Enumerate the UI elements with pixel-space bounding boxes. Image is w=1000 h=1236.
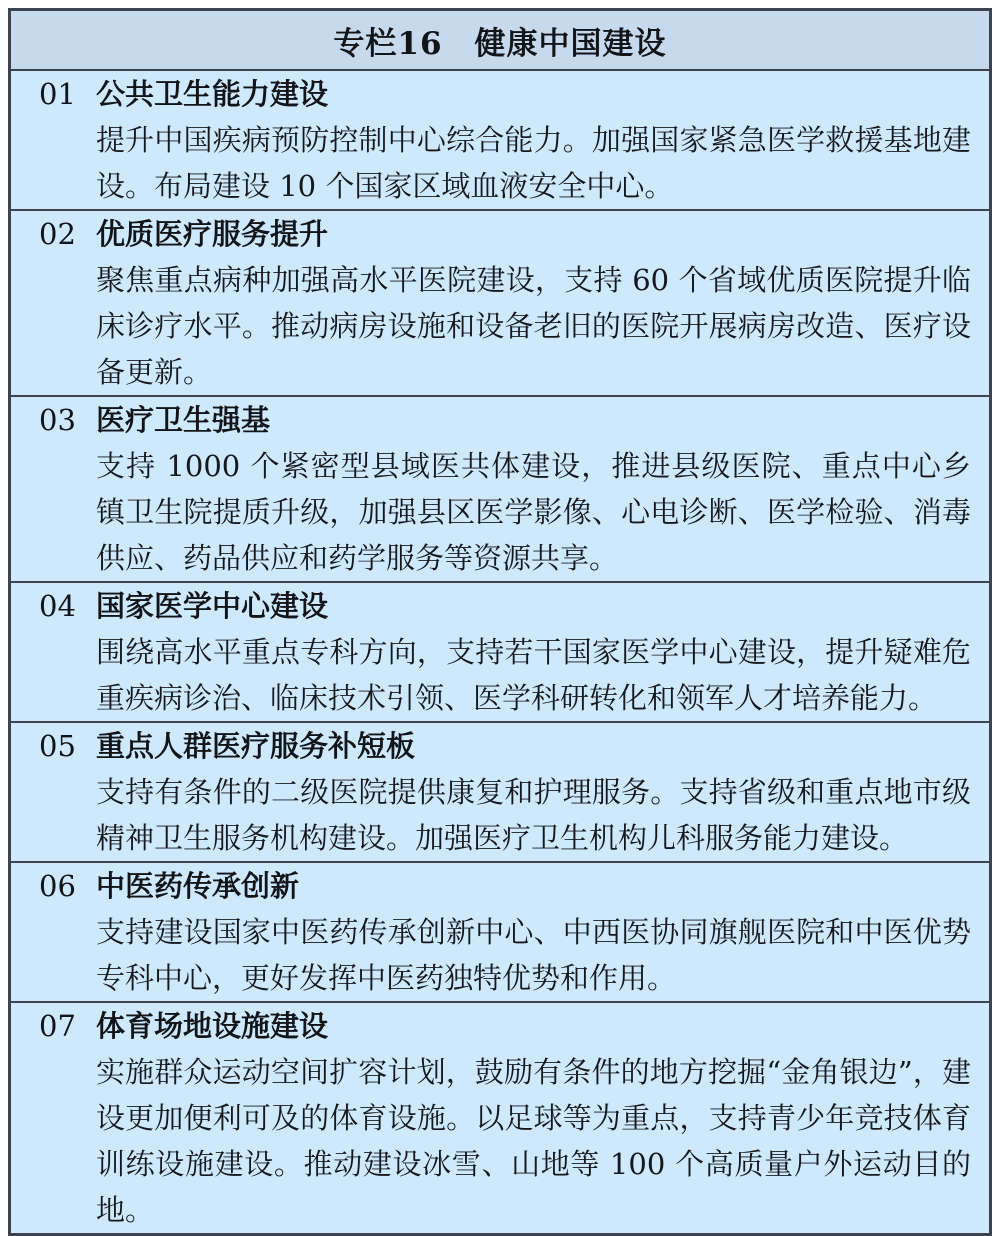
panel-title: 专栏16 健康中国建设 (333, 25, 667, 62)
section-number: 05 (39, 729, 76, 763)
section-body: 提升中国疾病预防控制中心综合能力。加强国家紧急医学救援基地建设。布局建设 10 个国家区域血液安全中心。 (96, 123, 971, 203)
section-number: 07 (39, 1009, 76, 1043)
section-body: 支持 1000 个紧密型县域医共体建设，推进县级医院、重点中心乡镇卫生院提质升级，加强县区医学影像、心电诊断、医学检验、消毒供应、药品供应和药学服务等资源共享。 (96, 449, 971, 575)
section-number: 01 (39, 77, 76, 111)
section-body: 支持建设国家中医药传承创新中心、中西医协同旗舰医院和中医优势专科中心，更好发挥中医药独特优势和作用。 (96, 915, 971, 995)
section-title: 国家医学中心建设 (96, 589, 329, 623)
section-title: 医疗卫生强基 (96, 403, 271, 437)
section-04 (11, 583, 989, 723)
section-02 (11, 211, 989, 397)
section-body: 聚焦重点病种加强高水平医院建设，支持 60 个省域优质医院提升临床诊疗水平。推动病房设施和设备老旧的医院开展病房改造、医疗设备更新。 (96, 263, 971, 389)
section-title: 优质医疗服务提升 (96, 217, 329, 251)
section-body: 支持有条件的二级医院提供康复和护理服务。支持省级和重点地市级精神卫生服务机构建设。加强医疗卫生机构儿科服务能力建设。 (96, 775, 971, 855)
section-07 (11, 1003, 989, 1233)
section-05 (11, 723, 989, 863)
section-title: 公共卫生能力建设 (96, 77, 329, 111)
section-number: 03 (39, 403, 76, 437)
section-title: 重点人群医疗服务补短板 (96, 729, 416, 763)
section-number: 04 (39, 589, 76, 623)
panel-header (11, 11, 989, 71)
section-body: 围绕高水平重点专科方向，支持若干国家医学中心建设，提升疑难危重疾病诊治、临床技术引领、医学科研转化和领军人才培养能力。 (96, 635, 971, 715)
section-number: 06 (39, 869, 76, 903)
section-body: 实施群众运动空间扩容计划，鼓励有条件的地方挖掘“金角银边”，建设更加便利可及的体育设施。以足球等为重点，支持青少年竞技体育训练设施建设。推动建设冰雪、山地等 100 个高质量户外运动目的地。 (96, 1055, 971, 1227)
section-title: 体育场地设施建设 (96, 1009, 329, 1043)
section-06 (11, 863, 989, 1003)
section-03 (11, 397, 989, 583)
section-title: 中医药传承创新 (96, 869, 300, 903)
section-01 (11, 71, 989, 211)
policy-panel (8, 8, 992, 1236)
section-number: 02 (39, 217, 76, 251)
